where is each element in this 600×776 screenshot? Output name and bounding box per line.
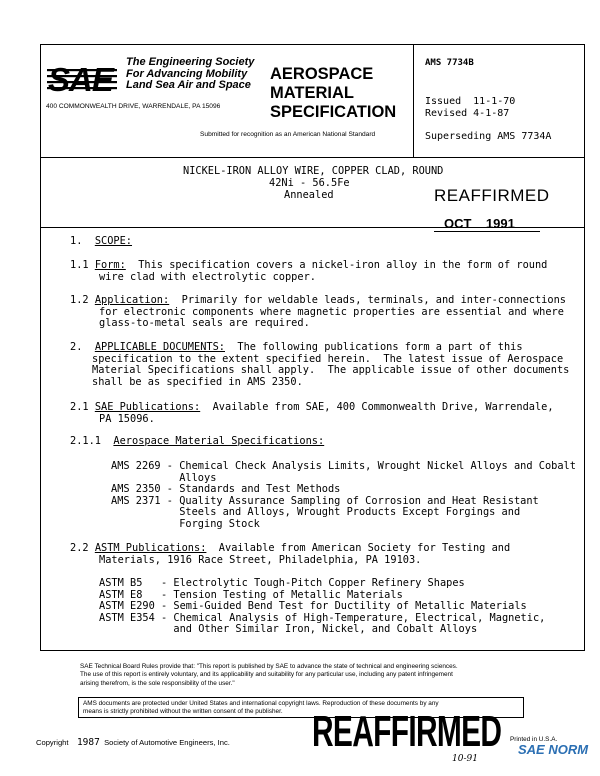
ansi-submission-note: Submitted for recognition as an American National Standard: [200, 131, 376, 138]
ams-reference-list: [111, 461, 576, 530]
section-2-1-1-heading: 2.1.1 Aerospace Material Specifications:: [70, 435, 325, 447]
sae-norm-watermark: SAE NORM: [518, 742, 589, 757]
ams-number: AMS 7734B: [425, 58, 474, 68]
document-type-title: AEROSPACE MATERIAL SPECIFICATION: [270, 65, 397, 121]
section-1-1: 1.1 Form: This specification covers a nickel-iron alloy in the form of round wire clad with electrolytic copper.: [70, 259, 548, 283]
section-1-heading: 1. SCOPE:: [70, 235, 133, 247]
header-divider: [40, 157, 585, 158]
list-item: Alloys: [111, 471, 217, 484]
reaffirmed-date: OCT 1991: [444, 216, 515, 231]
society-tagline: The Engineering Society For Advancing Mobility Land Sea Air and Space: [126, 56, 255, 91]
astm-reference-list: [99, 578, 545, 636]
list-item: AMS 2350 - Standards and Test Methods: [111, 483, 341, 495]
list-item: Steels and Alloys, Wrought Products Except Forgings and: [111, 506, 521, 518]
section-2-2: 2.2 ASTM Publications: Available from American Society for Testing and Materials, 1916 Race Street, Philadelphia, PA 19103.: [70, 542, 511, 566]
society-address: 400 COMMONWEALTH DRIVE, WARRENDALE, PA 15096: [46, 103, 221, 110]
sae-logo: [47, 64, 117, 94]
date-underline: [434, 231, 540, 232]
section-2: 2. APPLICABLE DOCUMENTS: The following publications form a part of this specification to the extent specified herein. The latest issue of Aerospace Material Specifications shall apply. The applicable issue of other documents shall be as specified in AMS 2350.: [70, 341, 570, 388]
section-1-2: 1.2 Application: Primarily for weldable leads, terminals, and inter-connections for electronic components where magnetic properties are essential and where glass-to-metal seals are required.: [70, 294, 566, 329]
list-item: Forging Stock: [111, 517, 260, 530]
reaffirmed-stamp: REAFFIRMED: [434, 186, 550, 205]
list-item: AMS 2269 - Chemical Check Analysis Limits, Wrought Nickel Alloys and Cobalt: [111, 460, 576, 472]
list-item: ASTM B5 - Electrolytic Tough-Pitch Copper Refinery Shapes: [99, 577, 465, 589]
list-item: ASTM E8 - Tension Testing of Metallic Materials: [99, 588, 403, 601]
superseding-note: Superseding AMS 7734A: [425, 131, 552, 142]
list-item: ASTM E290 - Semi-Guided Bend Test for Ductility of Metallic Materials: [99, 600, 527, 612]
list-item: and Other Similar Iron, Nickel, and Cobalt Alloys: [99, 623, 478, 635]
doc-title-line3: Annealed: [284, 189, 334, 201]
svg-text:SAE: SAE: [48, 64, 113, 94]
list-item: ASTM E354 - Chemical Analysis of High-Temperature, Electrical, Magnetic,: [99, 611, 546, 624]
reaffirmed-large-stamp: REAFFIRMED: [312, 707, 502, 756]
copyright-line: Copyright 1987 Society of Automotive Engineers, Inc.: [36, 737, 230, 748]
doc-title-line1: NICKEL-IRON ALLOY WIRE, COPPER CLAD, ROUND: [183, 165, 444, 177]
doc-title-line2: 42Ni - 56.5Fe: [269, 177, 350, 189]
handwritten-date: 10-91: [452, 754, 478, 764]
header-vertical-divider: [413, 44, 414, 157]
list-item: AMS 2371 - Quality Assurance Sampling of Corrosion and Heat Resistant: [111, 494, 539, 507]
issue-dates: Issued 11-1-70 Revised 4-1-87: [425, 96, 516, 119]
section-2-1: 2.1 SAE Publications: Available from SAE, 400 Commonwealth Drive, Warrendale, PA 15096.: [70, 401, 554, 425]
printed-in-usa: Printed in U.S.A.: [510, 736, 558, 743]
copyright-notice-box: AMS documents are protected under United States and international copyright laws. Reproduction of these documents by any means is strictly prohibited without the written consent of the publisher.: [78, 697, 524, 718]
technical-board-rules: SAE Technical Board Rules provide that: "This report is published by SAE to advance the state of technical and engineering sciences. The use of this report is entirely voluntary, and its applicability and suitability for any particular use, including any patent infringement arising therefrom, is the sole responsibility of the user.": [80, 663, 458, 687]
